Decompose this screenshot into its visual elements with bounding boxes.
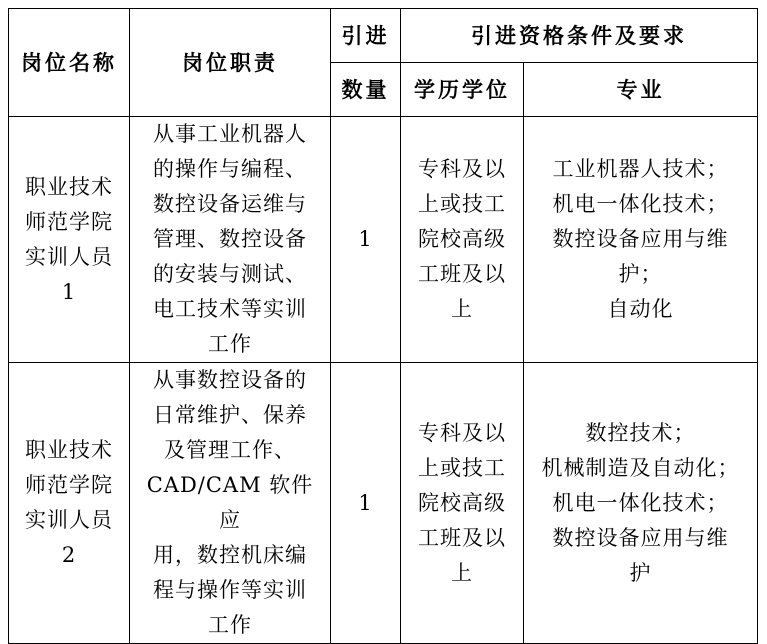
education-line: 院校高级 <box>418 490 506 515</box>
duty-line: 工作 <box>208 613 252 637</box>
major-line: 数控技术； <box>585 420 696 445</box>
duty-line: 程与操作等实训 <box>153 578 307 602</box>
education-line: 工班及以 <box>418 525 506 550</box>
education-line: 上或技工 <box>418 192 506 216</box>
position-name-line: 实训人员 <box>25 508 113 532</box>
education-cell <box>401 363 524 644</box>
major-line: 数控设备应用与维 <box>552 227 729 251</box>
quantity-cell: 1 <box>331 363 401 644</box>
major-line: 工业机器人技术； <box>552 157 729 181</box>
education-line: 专科及以 <box>418 420 506 445</box>
table-row <box>9 117 758 363</box>
position-duty-cell <box>130 363 331 644</box>
major-line: 自动化 <box>607 297 674 321</box>
position-name-cell <box>9 363 130 644</box>
major-line: 机电一体化技术； <box>552 192 729 216</box>
quantity-cell: 1 <box>331 117 401 363</box>
major-line: 护 <box>629 560 652 585</box>
major-line: 机械制造及自动化； <box>541 455 740 480</box>
duty-line: 及管理工作、 <box>164 438 296 462</box>
education-line: 上 <box>451 297 473 321</box>
education-line: 院校高级 <box>418 227 506 251</box>
position-name-line: 师范学院 <box>25 473 113 497</box>
table-row <box>9 363 758 644</box>
duty-line: CAD/CAM 软件应 <box>146 473 314 532</box>
duty-line: 从事数控设备的 <box>153 368 307 392</box>
duty-line: 管理、数控设备 <box>153 227 307 251</box>
position-name-line: 1 <box>61 279 77 304</box>
header-position-name: 岗位名称 <box>9 9 130 117</box>
position-name-line: 2 <box>61 543 77 567</box>
position-duty-cell <box>130 117 331 363</box>
duty-line: 工作 <box>208 332 252 356</box>
major-cell <box>524 117 758 363</box>
duty-line: 用，数控机床编 <box>153 543 307 567</box>
duty-line: 数控设备运维与 <box>153 192 307 216</box>
duty-line: 电工技术等实训 <box>153 297 307 321</box>
major-line: 数控设备应用与维 <box>552 525 729 550</box>
major-line: 机电一体化技术； <box>552 490 729 515</box>
education-line: 工班及以 <box>418 262 506 286</box>
position-name-cell <box>9 117 130 363</box>
header-position-duty: 岗位职责 <box>130 9 331 117</box>
header-education: 学历学位 <box>401 63 524 117</box>
major-line: 护； <box>618 262 663 286</box>
education-line: 专科及以 <box>418 157 506 181</box>
header-quantity-line1: 引进 <box>331 9 401 63</box>
position-name-line: 职业技术 <box>25 174 113 199</box>
education-line: 上 <box>451 560 473 585</box>
header-major: 专业 <box>524 63 758 117</box>
header-requirements: 引进资格条件及要求 <box>401 9 758 63</box>
major-cell <box>524 363 758 644</box>
duty-line: 日常维护、保养 <box>153 403 307 427</box>
position-name-line: 实训人员 <box>25 244 113 269</box>
duty-line: 的操作与编程、 <box>153 157 307 181</box>
education-line: 上或技工 <box>418 455 506 480</box>
recruitment-table <box>8 8 758 644</box>
duty-line: 从事工业机器人 <box>153 122 307 146</box>
duty-line: 的安装与测试、 <box>153 262 307 286</box>
header-quantity-line2: 数量 <box>331 63 401 117</box>
position-name-line: 师范学院 <box>25 209 113 234</box>
header-row-1 <box>9 9 758 63</box>
education-cell <box>401 117 524 363</box>
position-name-line: 职业技术 <box>25 438 113 462</box>
